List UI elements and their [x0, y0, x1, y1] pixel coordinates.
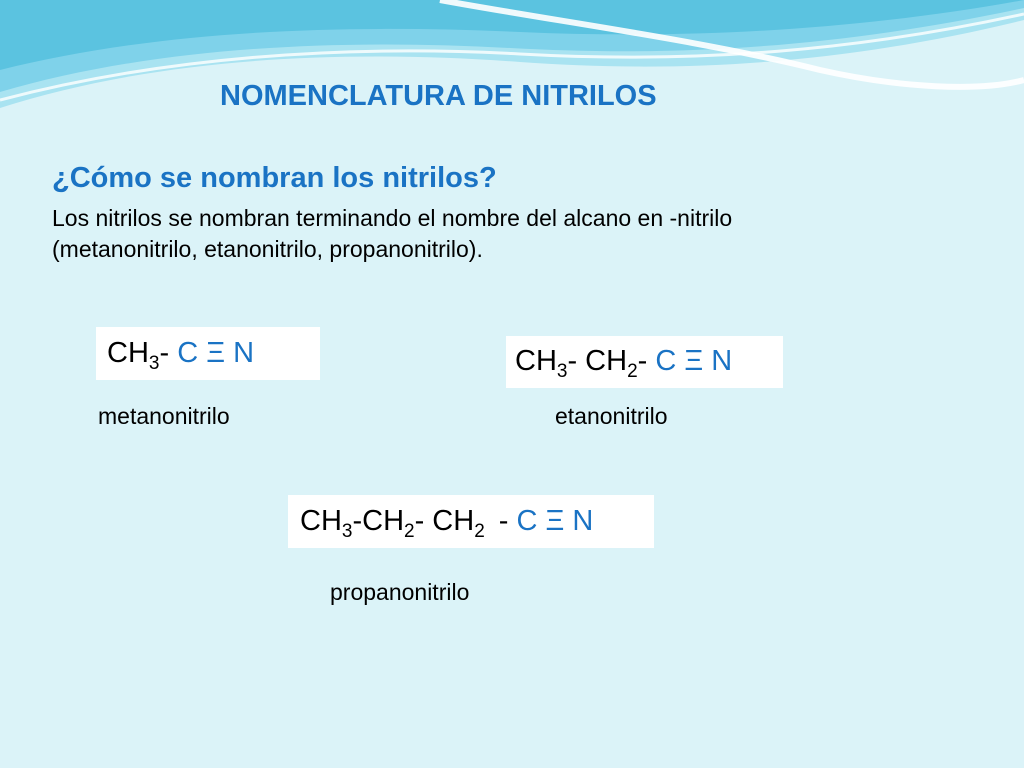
formula-part: CH [107, 337, 149, 369]
formula-name-etanonitrilo: etanonitrilo [555, 403, 668, 429]
formula-subscript: 3 [148, 353, 160, 374]
slide-title: NOMENCLATURA DE NITRILOS [220, 80, 657, 112]
formula-part: - CH [414, 505, 475, 537]
formula-name-metanonitrilo: metanonitrilo [98, 403, 230, 429]
nitrile-group: C Ξ N [516, 505, 594, 537]
formula-subscript: 2 [627, 361, 638, 382]
body-line-1: Los nitrilos se nombran terminando el nombre del alcano en -nitrilo [52, 205, 733, 231]
formula-subscript: 2 [474, 521, 485, 542]
formula-part: CH [300, 505, 342, 537]
formula-part: CH [515, 345, 557, 377]
body-line-2: (metanonitrilo, etanonitrilo, propanonitrilo). [52, 236, 483, 262]
nitrile-group: C Ξ N [655, 345, 733, 377]
body-paragraph [52, 203, 952, 265]
question-heading: ¿Cómo se nombran los nitrilos? [52, 162, 497, 194]
formula-part: - CH [567, 345, 628, 377]
formula-metanonitrilo [96, 327, 320, 380]
formula-part: -CH [352, 505, 405, 537]
formula-subscript: 3 [556, 361, 568, 382]
formula-subscript: 3 [341, 521, 353, 542]
formula-name-propanonitrilo: propanonitrilo [330, 579, 470, 605]
formula-part: - [498, 505, 517, 537]
nitrile-group: C Ξ N [177, 337, 255, 369]
formula-part: - [637, 345, 656, 377]
formula-part: - [159, 337, 178, 369]
formula-etanonitrilo [506, 336, 783, 388]
formula-subscript: 2 [404, 521, 415, 542]
formula-propanonitrilo [288, 495, 654, 548]
